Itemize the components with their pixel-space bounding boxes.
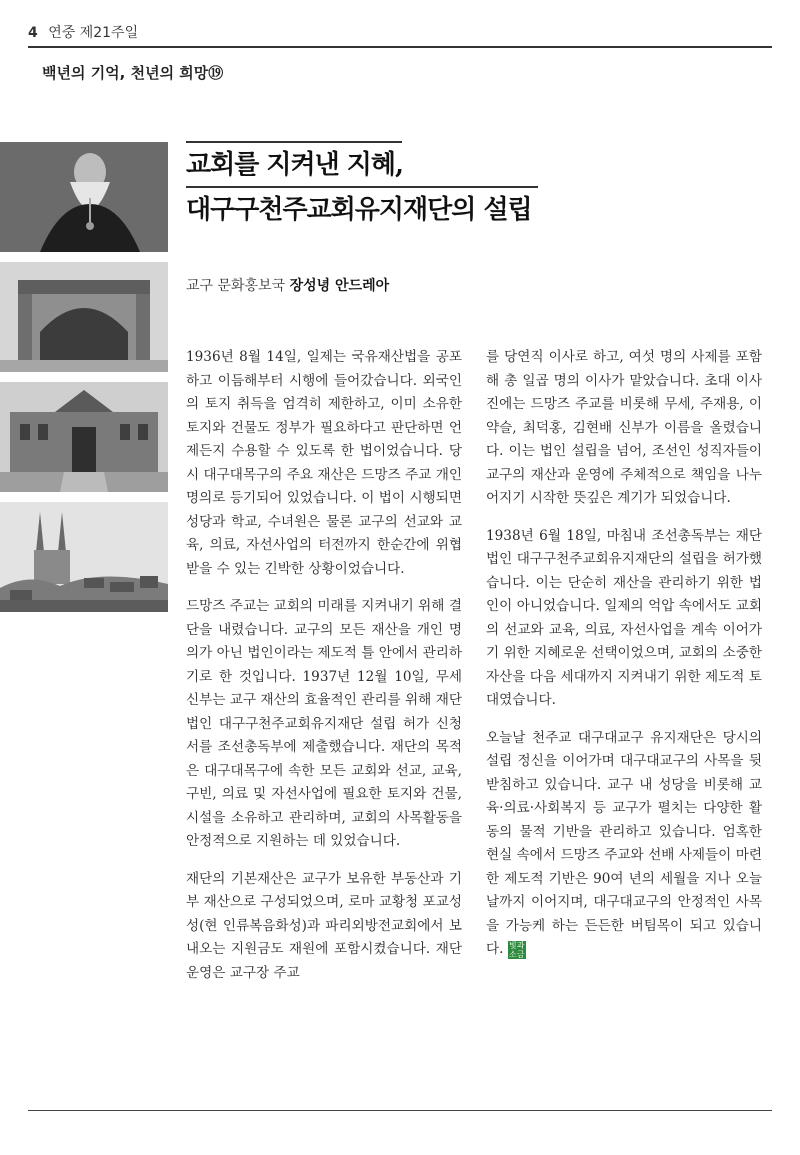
photo-column: [0, 142, 168, 622]
bishop-portrait-photo: [0, 142, 168, 252]
article-column-right: [486, 346, 762, 976]
paragraph: 1936년 8월 14일, 일제는 국유재산법을 공포하고 이듬해부터 시행에 들어갔습니다. 외국인의 토지 취득을 엄격히 제한하고, 이미 소유한 토지와 건물도 정부가 필요하다고 판단하면 언제든지 수용할 수 있도록 한 법이었습니다. 당시 대구대목구의 주요 재산은 드망즈 주교 개인 명의로 등기되어 있었습니다. 이 법이 시행되면 성당과 학교, 수녀원은 물론 교구의 선교와 교육, 의료, 자선사업의 터전까지 한순간에 위협받을 수 있는 긴박한 상황이었습니다.: [186, 349, 462, 577]
article-title-line1: 교회를 지켜낸 지혜,: [186, 150, 404, 180]
paragraph: [486, 727, 762, 962]
paragraph-text: 오늘날 천주교 대구대교구 유지재단은 당시의 설립 정신을 이어가며 대구대교구의 사목을 뒷받침하고 있습니다. 교구 내 성당을 비롯해 교육·의료·사회복지 등 교구가 펼치는 다양한 활동의 물적 기반을 관리하고 있습니다. 엄혹한 현실 속에서 드망즈 주교와 선배 사제들이 마련한 제도적 기반은 90여 년의 세월을 지나 오늘날까지 이어지며, 대구대교구의 안정적인 사목을 가능케 하는 든든한 버팀목이 되고 있습니다.: [486, 729, 762, 957]
page-header: [28, 22, 138, 42]
issue-label: 연중 제21주일: [48, 25, 139, 41]
byline-org: 교구 문화홍보국: [186, 278, 286, 294]
byline: [186, 275, 389, 295]
church-building-photo: [0, 382, 168, 492]
page-number: 4: [28, 25, 38, 41]
article-title-line2: 대구구천주교회유지재단의 설립: [186, 195, 532, 225]
header-rule: [28, 46, 772, 48]
article-column-left: [186, 346, 462, 999]
paragraph: 를 당연직 이사로 하고, 여섯 명의 사제를 포함해 총 일곱 명의 이사가 맡았습니다. 초대 이사진에는 드망즈 주교를 비롯해 무세, 주재용, 이약슬, 최덕홍, 김현배 신부가 이름을 올렸습니다. 이는 법인 설립을 넘어, 조선인 성직자들이 교구의 재산과 운영에 주체적으로 책임을 나누어지기 시작한 뜻깊은 계기가 되었습니다.: [486, 349, 762, 506]
footer-rule: [28, 1110, 772, 1111]
gate-arch-photo: [0, 262, 168, 372]
section-title: 백년의 기억, 천년의 희망⑲: [42, 64, 224, 82]
title-rule-top: [186, 141, 402, 143]
paragraph: 재단의 기본재산은 교구가 보유한 부동산과 기부 재산으로 구성되었으며, 로마 교황청 포교성성(현 인류복음화성)과 파리외방전교회에서 보내오는 지원금도 재원에 포함시켰습니다. 재단 운영은 교구장 주교: [186, 870, 462, 981]
paragraph: 드망즈 주교는 교회의 미래를 지켜내기 위해 결단을 내렸습니다. 교구의 모든 재산을 개인 명의가 아닌 법인이라는 제도적 틀 안에서 관리하기로 한 것입니다. 1937년 12월 10일, 무세 신부는 교구 재산의 효율적인 관리를 위해 재단법인 대구구천주교회유지재단 설립 허가 신청서를 조선총독부에 제출했습니다. 재단의 목적은 대구대목구에 속한 모든 교회와 선교, 교육, 구빈, 의료 및 자선사업에 필요한 토지와 건물, 시설을 소유하고 관리하며, 교회의 사목활동을 안정적으로 지원하는 데 있었습니다.: [186, 598, 462, 849]
cathedral-town-photo: [0, 502, 168, 612]
byline-author: 장성녕 안드레아: [289, 278, 390, 294]
paragraph: 1938년 6월 18일, 마침내 조선총독부는 재단법인 대구구천주교회유지재단의 설립을 허가했습니다. 이는 단순히 재산을 관리하기 위한 법인이 아니었습니다. 일제의 억압 속에서도 교회의 선교와 교육, 의료, 자선사업을 계속 이어가기 위한 지혜로운 선택이었으며, 교회의 소중한 자산을 다음 세대까지 지켜내기 위한 제도적 토대였습니다.: [486, 527, 762, 708]
title-rule-middle: [186, 186, 538, 188]
end-mark-logo: 빛과소금: [509, 940, 525, 959]
